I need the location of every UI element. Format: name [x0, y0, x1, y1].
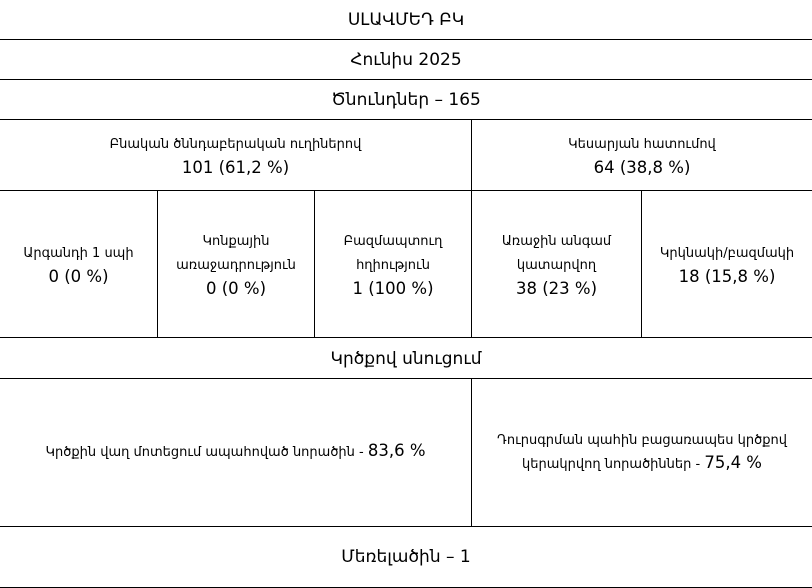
- detail-label: առաջադրություն: [176, 257, 296, 273]
- detail-first-time: [472, 191, 642, 338]
- births-row: [0, 79, 812, 120]
- detail-value: 0 (0 %): [48, 266, 109, 286]
- early-contact-text: Կրծքին վաղ մոտեցում ապահոված նորածին -: [45, 445, 368, 460]
- detail-label: կատարվող: [516, 257, 597, 273]
- detail-value: 0 (0 %): [205, 278, 267, 298]
- period-row: [0, 39, 812, 80]
- cesarean-label: Կեսարյան հատումով: [568, 136, 716, 152]
- detail-value: 18 (15,8 %): [678, 266, 776, 286]
- breastfeeding-title: Կրծքով սնուցում: [330, 348, 482, 369]
- stillbirth-row: [0, 526, 812, 588]
- detail-repeat: [642, 191, 812, 338]
- report-title: ՍԼԱՎՄԵԴ ԲԿ: [347, 10, 465, 30]
- detail-label: Առաջին անգամ: [501, 233, 612, 249]
- exclusive-bf-line2: [522, 453, 762, 477]
- report-period: Հունիս 2025: [350, 50, 462, 70]
- exclusive-bf-text-line2: կերակրվող նորածիններ -: [521, 457, 705, 472]
- detail-label: Կրկնակի/բազմակի: [659, 245, 795, 261]
- detail-label: Բազմապտուղ: [343, 233, 443, 249]
- breastfeeding-row: [0, 378, 812, 527]
- natural-delivery-label: Բնական ծննդաբերական ուղիներով: [109, 136, 362, 152]
- exclusive-bf-value: 75,4 %: [704, 453, 762, 472]
- exclusive-bf-cell: [472, 379, 812, 527]
- detail-uterine-scar: [0, 191, 158, 338]
- natural-delivery-cell: [0, 120, 472, 191]
- title-row: [0, 0, 812, 40]
- detail-label: Կոնքային: [202, 233, 270, 249]
- early-contact-cell: [0, 379, 472, 527]
- natural-delivery-value: 101 (61,2 %): [181, 157, 290, 177]
- delivery-row: [0, 119, 812, 191]
- early-contact-line: [45, 441, 425, 465]
- cesarean-details-row: [0, 190, 812, 338]
- cesarean-cell: [472, 120, 812, 191]
- detail-breech: [158, 191, 315, 338]
- births-total: Ծնունդներ – 165: [331, 90, 481, 110]
- detail-label: հղիություն: [356, 257, 430, 273]
- early-contact-value: 83,6 %: [367, 441, 426, 460]
- detail-value: 1 (100 %): [352, 278, 434, 298]
- stillbirth-count: Մեռելածին – 1: [341, 547, 471, 567]
- cesarean-value: 64 (38,8 %): [593, 157, 691, 177]
- breastfeeding-title-row: [0, 337, 812, 379]
- exclusive-bf-text-line1: Դուրսգրման պահին բացառապես կրծքով: [497, 433, 787, 448]
- detail-label: Արգանդի 1 սպի: [23, 245, 134, 261]
- detail-value: 38 (23 %): [515, 278, 598, 298]
- detail-multiple-pregnancy: [315, 191, 472, 338]
